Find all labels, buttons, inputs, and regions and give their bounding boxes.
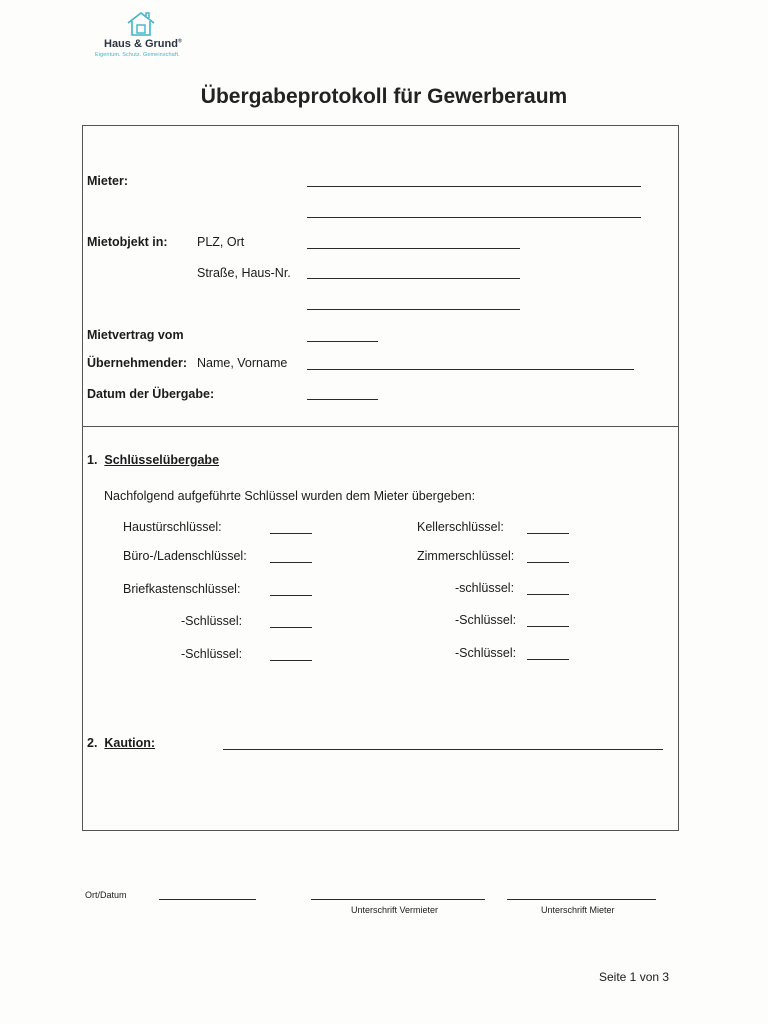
postal-city-line[interactable] <box>307 248 520 249</box>
key-line-left-2[interactable] <box>270 562 312 563</box>
key-line-right-4[interactable] <box>527 626 569 627</box>
key-line-left-1[interactable] <box>270 533 312 534</box>
section1-heading: 1. Schlüsselübergabe <box>87 453 220 467</box>
logo-name: Haus & Grund® <box>104 38 182 50</box>
details-form-box <box>82 425 679 831</box>
tenant-signature-line[interactable] <box>507 899 656 900</box>
key-label-left-5: -Schlüssel: <box>181 647 243 661</box>
key-label-left-2: Büro-/Ladenschlüssel: <box>123 549 247 563</box>
key-line-right-2[interactable] <box>527 562 569 563</box>
section1-intro: Nachfolgend aufgeführte Schlüssel wurden dem Mieter übergeben: <box>104 489 476 503</box>
section2-heading: 2. Kaution: <box>87 736 156 750</box>
header-form-box <box>82 125 679 427</box>
tenant-line-2[interactable] <box>307 217 641 218</box>
key-line-left-5[interactable] <box>270 660 312 661</box>
tenant-line-1[interactable] <box>307 186 641 187</box>
logo-tagline: Eigentum. Schutz. Gemeinschaft. <box>95 52 180 58</box>
key-label-right-5: -Schlüssel: <box>455 646 517 660</box>
key-label-right-2: Zimmerschlüssel: <box>417 549 515 563</box>
key-line-right-3[interactable] <box>527 594 569 595</box>
handover-date-label: Datum der Übergabe: <box>87 387 215 401</box>
property-label: Mietobjekt in: <box>87 235 168 249</box>
place-date-line[interactable] <box>159 899 256 900</box>
street-line[interactable] <box>307 278 520 279</box>
page-number: Seite 1 von 3 <box>599 970 670 984</box>
tenant-label: Mieter: <box>87 174 128 188</box>
key-label-left-4: -Schlüssel: <box>181 614 243 628</box>
receiver-label: Übernehmender: <box>87 356 188 370</box>
place-date-label: Ort/Datum <box>85 890 127 900</box>
receiver-name-line[interactable] <box>307 369 634 370</box>
tenant-signature-label: Unterschrift Mieter <box>541 905 615 915</box>
page-title: Übergabeprotokoll für Gewerberaum <box>200 85 568 108</box>
key-label-right-4: -Schlüssel: <box>455 613 517 627</box>
handover-date-line[interactable] <box>307 399 378 400</box>
receiver-name-label: Name, Vorname <box>197 356 288 370</box>
key-label-left-3: Briefkastenschlüssel: <box>123 582 241 596</box>
lease-date-label: Mietvertrag vom <box>87 328 184 342</box>
street-label: Straße, Haus-Nr. <box>197 266 291 280</box>
key-label-right-3: -schlüssel: <box>455 581 515 595</box>
key-line-right-5[interactable] <box>527 659 569 660</box>
postal-city-label: PLZ, Ort <box>197 235 245 249</box>
landlord-signature-label: Unterschrift Vermieter <box>351 905 439 915</box>
key-label-right-1: Kellerschlüssel: <box>417 520 504 534</box>
key-line-left-4[interactable] <box>270 627 312 628</box>
lease-date-line[interactable] <box>307 341 378 342</box>
landlord-signature-line[interactable] <box>311 899 485 900</box>
key-line-left-3[interactable] <box>270 595 312 596</box>
deposit-line[interactable] <box>223 749 663 750</box>
address-extra-line[interactable] <box>307 309 520 310</box>
key-label-left-1: Haustürschlüssel: <box>123 520 222 534</box>
key-line-right-1[interactable] <box>527 533 569 534</box>
